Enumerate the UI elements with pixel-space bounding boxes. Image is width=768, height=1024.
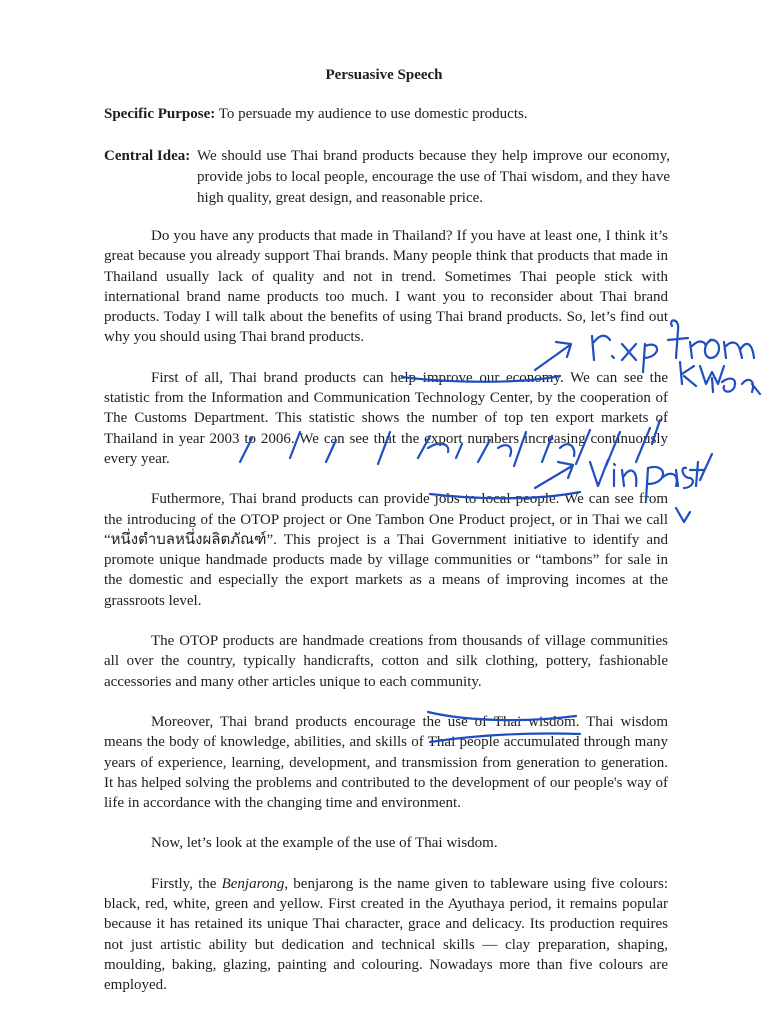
speech-body xyxy=(104,226,668,1016)
central-idea xyxy=(104,146,670,209)
paragraph-wisdom: Moreover, Thai brand products encourage the use of Thai wisdom. Thai wisdom means the body of knowledge, abilities, and skills of Thai people accumulated through many years of experience, learning, development, and transmission from generation to generation. It has helped solving the problems and contributed to the development of our people's way of life in accordance with the changing time and environment. xyxy=(104,713,668,812)
paragraph-otop: The OTOP products are handmade creations from thousands of village communities all over the country, typically handicrafts, cotton and silk clothing, pottery, fashionable accessories and many other articles unique to each community. xyxy=(104,633,668,690)
specific-purpose-label: Specific Purpose: xyxy=(104,106,216,122)
specific-purpose xyxy=(104,106,674,123)
paragraph-intro: Do you have any products that made in Thailand? If you have at least one, I think it’s great because you already support Thai brands. Many people think that products that made in Thailand usually lack of quality and not in trend. Sometimes Thai people stick with international brand name products too much. I want you to reconsider about Thai brand products. Today I will talk about the benefits of using Thai brand products. So, let’s find out why you should using Thai brand products. xyxy=(104,228,668,346)
central-idea-label: Central Idea: xyxy=(104,148,191,164)
benjarong-text-before: Firstly, the xyxy=(151,875,222,892)
scribble-from xyxy=(668,320,754,358)
benjarong-text-after: , benjarong is the name given to tableware using five colours: black, red, white, green and yellow. First created in the Ayuthaya period, it remains popular because it has retained its unique Thai character, grace and delicacy. Its production requires not just artistic ability but dedication and technical skills — clay preparation, shaping, moulding, baking, glazing, painting and colouring. Nowadays more than five colours are employed. xyxy=(104,875,668,994)
scribble-v-mark xyxy=(676,508,690,522)
central-idea-text: We should use Thai brand products because they help improve our economy, provide jobs to local people, encourage the use of Thai wisdom, and they have high quality, great design, and reasonable price. xyxy=(197,148,670,206)
benjarong-italic: Benjarong xyxy=(221,875,285,892)
document-title: Persuasive Speech xyxy=(325,67,443,83)
paragraph-benjarong xyxy=(104,874,668,996)
scribble-kwica xyxy=(680,362,760,394)
paragraph-economy: First of all, Thai brand products can help improve our economy. We can see the statistic from the Information and Communication Technology Center, by the cooperation of The Customs Department. This statistic shows the number of top ten export markets of Thailand in year 2003 to 2006. We can see that the export numbers increasing continuously every year. xyxy=(104,369,668,467)
paragraph-example-intro: Now, let’s look at the example of the use of Thai wisdom. xyxy=(151,835,498,852)
paragraph-jobs: Futhermore, Thai brand products can provide jobs to local people. We can see from the introducing of the OTOP project or One Tambon One Product project, or in Thai we call “หนึ่งตำบลหนึ่งผลิตภัณฑ์”. This project is a Thai Government initiative to identify and promote unique handmade products made by village communities or “tambons” for sale in the domestic and especially the export markets as a means of improving incomes at the grassroots level. xyxy=(104,491,668,609)
specific-purpose-text: To persuade my audience to use domestic products. xyxy=(215,106,528,122)
